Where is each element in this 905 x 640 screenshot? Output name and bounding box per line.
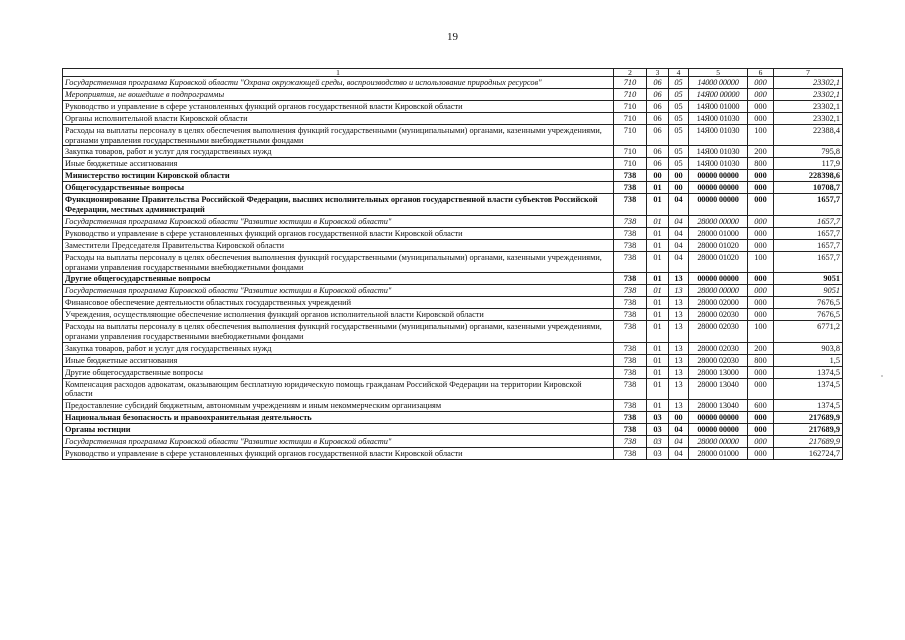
cell-ministry-code: 738 <box>614 412 647 424</box>
cell-section-code: 01 <box>647 354 669 366</box>
cell-subsection-code: 13 <box>669 342 689 354</box>
cell-amount: 1657,7 <box>774 251 843 273</box>
cell-row-name: Общегосударственные вопросы <box>63 182 614 194</box>
cell-expense-type-code: 000 <box>748 112 774 124</box>
table-row <box>63 182 843 194</box>
cell-amount: 162724,7 <box>774 448 843 460</box>
cell-expense-type-code: 000 <box>748 215 774 227</box>
cell-amount: 7676,5 <box>774 297 843 309</box>
cell-amount: 795,8 <box>774 146 843 158</box>
cell-row-name: Расходы на выплаты персоналу в целях обеспечения выполнения функций государственными (муниципальными) органами, казенными учреждениями, органами управления государственными внебюджетными фондами <box>63 251 614 273</box>
cell-subsection-code: 05 <box>669 100 689 112</box>
table-row <box>63 124 843 146</box>
cell-row-name: Компенсация расходов адвокатам, оказывающим бесплатную юридическую помощь гражданам Российской Федерации на территории Кировской области <box>63 378 614 400</box>
cell-subsection-code: 04 <box>669 251 689 273</box>
cell-ministry-code: 738 <box>614 215 647 227</box>
cell-section-code: 01 <box>647 215 669 227</box>
cell-amount: 7676,5 <box>774 309 843 321</box>
table-row <box>63 227 843 239</box>
cell-target-article-code: 28000 01000 <box>689 448 748 460</box>
cell-amount: 117,9 <box>774 158 843 170</box>
cell-ministry-code: 738 <box>614 436 647 448</box>
cell-row-name: Заместители Председателя Правительства Кировской области <box>63 239 614 251</box>
table-row <box>63 354 843 366</box>
cell-row-name: Руководство и управление в сфере установленных функций органов государственной власти Кировской области <box>63 227 614 239</box>
cell-ministry-code: 738 <box>614 251 647 273</box>
cell-ministry-code: 738 <box>614 366 647 378</box>
cell-target-article-code: 14Я00 01030 <box>689 124 748 146</box>
cell-ministry-code: 710 <box>614 124 647 146</box>
cell-ministry-code: 738 <box>614 354 647 366</box>
table-row <box>63 77 843 89</box>
table-row <box>63 273 843 285</box>
cell-section-code: 03 <box>647 412 669 424</box>
cell-target-article-code: 28000 13000 <box>689 366 748 378</box>
cell-ministry-code: 738 <box>614 424 647 436</box>
cell-section-code: 01 <box>647 309 669 321</box>
column-number-6: 6 <box>748 69 774 77</box>
cell-row-name: Закупка товаров, работ и услуг для государственных нужд <box>63 146 614 158</box>
cell-expense-type-code: 000 <box>748 285 774 297</box>
table-row <box>63 309 843 321</box>
cell-amount: 1374,5 <box>774 366 843 378</box>
cell-target-article-code: 28000 02030 <box>689 321 748 343</box>
column-number-1: 1 <box>63 69 614 77</box>
cell-target-article-code: 28000 13040 <box>689 378 748 400</box>
cell-section-code: 00 <box>647 170 669 182</box>
cell-amount: 1657,7 <box>774 194 843 216</box>
cell-row-name: Органы юстиции <box>63 424 614 436</box>
cell-amount: 228398,6 <box>774 170 843 182</box>
cell-ministry-code: 710 <box>614 158 647 170</box>
cell-ministry-code: 738 <box>614 309 647 321</box>
cell-ministry-code: 738 <box>614 194 647 216</box>
cell-ministry-code: 738 <box>614 321 647 343</box>
cell-row-name: Руководство и управление в сфере установленных функций органов государственной власти Кировской области <box>63 448 614 460</box>
cell-expense-type-code: 000 <box>748 436 774 448</box>
table-row <box>63 378 843 400</box>
cell-target-article-code: 14Я00 01030 <box>689 158 748 170</box>
cell-subsection-code: 00 <box>669 182 689 194</box>
budget-table <box>62 68 843 460</box>
cell-expense-type-code: 000 <box>748 297 774 309</box>
cell-target-article-code: 14Я00 01000 <box>689 100 748 112</box>
page-number: 19 <box>447 31 458 43</box>
cell-ministry-code: 710 <box>614 146 647 158</box>
cell-row-name: Национальная безопасность и правоохранительная деятельность <box>63 412 614 424</box>
cell-row-name: Министерство юстиции Кировской области <box>63 170 614 182</box>
cell-amount: 22388,4 <box>774 124 843 146</box>
cell-expense-type-code: 000 <box>748 448 774 460</box>
table-row <box>63 342 843 354</box>
cell-section-code: 01 <box>647 297 669 309</box>
cell-ministry-code: 710 <box>614 112 647 124</box>
cell-target-article-code: 28000 01020 <box>689 251 748 273</box>
cell-ministry-code: 710 <box>614 100 647 112</box>
cell-subsection-code: 05 <box>669 77 689 89</box>
cell-expense-type-code: 100 <box>748 251 774 273</box>
cell-row-name: Государственная программа Кировской области "Развитие юстиции в Кировской области" <box>63 285 614 297</box>
table-row <box>63 112 843 124</box>
cell-subsection-code: 04 <box>669 448 689 460</box>
cell-expense-type-code: 000 <box>748 412 774 424</box>
cell-expense-type-code: 000 <box>748 366 774 378</box>
cell-section-code: 03 <box>647 448 669 460</box>
table-row <box>63 412 843 424</box>
cell-expense-type-code: 000 <box>748 182 774 194</box>
cell-subsection-code: 00 <box>669 170 689 182</box>
cell-section-code: 03 <box>647 436 669 448</box>
cell-target-article-code: 28000 02030 <box>689 354 748 366</box>
cell-expense-type-code: 600 <box>748 400 774 412</box>
scan-speck <box>881 375 883 377</box>
cell-row-name: Органы исполнительной власти Кировской области <box>63 112 614 124</box>
cell-subsection-code: 05 <box>669 158 689 170</box>
cell-row-name: Другие общегосударственные вопросы <box>63 366 614 378</box>
cell-target-article-code: 28000 00000 <box>689 436 748 448</box>
cell-section-code: 06 <box>647 112 669 124</box>
table-row <box>63 436 843 448</box>
cell-subsection-code: 13 <box>669 354 689 366</box>
cell-amount: 903,8 <box>774 342 843 354</box>
cell-target-article-code: 00000 00000 <box>689 412 748 424</box>
cell-ministry-code: 710 <box>614 77 647 89</box>
cell-target-article-code: 00000 00000 <box>689 424 748 436</box>
table-row <box>63 285 843 297</box>
cell-row-name: Государственная программа Кировской области "Охрана окружающей среды, воспроизводство и использование природных ресурсов" <box>63 77 614 89</box>
cell-row-name: Предоставление субсидий бюджетным, автономным учреждениям и иным некоммерческим организациям <box>63 400 614 412</box>
cell-section-code: 01 <box>647 251 669 273</box>
cell-amount: 1657,7 <box>774 215 843 227</box>
cell-amount: 1657,7 <box>774 239 843 251</box>
table-body <box>63 77 843 460</box>
cell-row-name: Иные бюджетные ассигнования <box>63 158 614 170</box>
table-row <box>63 297 843 309</box>
cell-subsection-code: 04 <box>669 436 689 448</box>
cell-target-article-code: 28000 02000 <box>689 297 748 309</box>
cell-subsection-code: 00 <box>669 412 689 424</box>
cell-expense-type-code: 000 <box>748 239 774 251</box>
cell-target-article-code: 14Я00 01030 <box>689 146 748 158</box>
cell-amount: 6771,2 <box>774 321 843 343</box>
cell-section-code: 06 <box>647 77 669 89</box>
cell-amount: 9051 <box>774 285 843 297</box>
cell-amount: 1657,7 <box>774 227 843 239</box>
cell-ministry-code: 738 <box>614 239 647 251</box>
table-row <box>63 88 843 100</box>
cell-ministry-code: 738 <box>614 170 647 182</box>
cell-ministry-code: 738 <box>614 297 647 309</box>
cell-subsection-code: 13 <box>669 309 689 321</box>
cell-target-article-code: 28000 01000 <box>689 227 748 239</box>
cell-row-name: Финансовое обеспечение деятельности областных государственных учреждений <box>63 297 614 309</box>
cell-section-code: 01 <box>647 400 669 412</box>
cell-amount: 1,5 <box>774 354 843 366</box>
cell-amount: 217689,9 <box>774 436 843 448</box>
table-row <box>63 239 843 251</box>
cell-section-code: 06 <box>647 88 669 100</box>
cell-target-article-code: 28000 00000 <box>689 215 748 227</box>
cell-section-code: 01 <box>647 273 669 285</box>
cell-subsection-code: 13 <box>669 285 689 297</box>
cell-expense-type-code: 000 <box>748 194 774 216</box>
cell-amount: 1374,5 <box>774 378 843 400</box>
cell-expense-type-code: 200 <box>748 342 774 354</box>
cell-expense-type-code: 000 <box>748 378 774 400</box>
table-row <box>63 215 843 227</box>
cell-ministry-code: 738 <box>614 400 647 412</box>
column-number-7: 7 <box>774 69 843 77</box>
column-number-2: 2 <box>614 69 647 77</box>
cell-section-code: 01 <box>647 366 669 378</box>
cell-amount: 9051 <box>774 273 843 285</box>
cell-target-article-code: 14000 00000 <box>689 77 748 89</box>
cell-subsection-code: 04 <box>669 239 689 251</box>
cell-expense-type-code: 000 <box>748 273 774 285</box>
cell-target-article-code: 00000 00000 <box>689 273 748 285</box>
cell-ministry-code: 738 <box>614 273 647 285</box>
cell-section-code: 06 <box>647 158 669 170</box>
cell-subsection-code: 13 <box>669 273 689 285</box>
cell-section-code: 01 <box>647 321 669 343</box>
table-row <box>63 321 843 343</box>
cell-subsection-code: 13 <box>669 378 689 400</box>
table-row <box>63 194 843 216</box>
cell-amount: 23302,1 <box>774 100 843 112</box>
cell-target-article-code: 14Я00 01030 <box>689 112 748 124</box>
cell-target-article-code: 00000 00000 <box>689 182 748 194</box>
cell-section-code: 06 <box>647 124 669 146</box>
cell-section-code: 01 <box>647 182 669 194</box>
cell-expense-type-code: 100 <box>748 124 774 146</box>
cell-row-name: Учреждения, осуществляющие обеспечение исполнения функций органов исполнительной власти Кировской области <box>63 309 614 321</box>
cell-amount: 1374,5 <box>774 400 843 412</box>
cell-row-name: Расходы на выплаты персоналу в целях обеспечения выполнения функций государственными (муниципальными) органами, казенными учреждениями, органами управления государственными внебюджетными фондами <box>63 124 614 146</box>
cell-expense-type-code: 000 <box>748 227 774 239</box>
cell-ministry-code: 710 <box>614 88 647 100</box>
cell-row-name: Функционирование Правительства Российской Федерации, высших исполнительных органов государственной власти субъектов Российской Федерации, местных администраций <box>63 194 614 216</box>
cell-subsection-code: 05 <box>669 88 689 100</box>
table-row <box>63 146 843 158</box>
cell-section-code: 06 <box>647 100 669 112</box>
table-row <box>63 424 843 436</box>
cell-subsection-code: 13 <box>669 321 689 343</box>
cell-subsection-code: 13 <box>669 400 689 412</box>
cell-expense-type-code: 100 <box>748 321 774 343</box>
cell-subsection-code: 04 <box>669 227 689 239</box>
cell-section-code: 01 <box>647 285 669 297</box>
cell-ministry-code: 738 <box>614 378 647 400</box>
cell-row-name: Закупка товаров, работ и услуг для государственных нужд <box>63 342 614 354</box>
cell-expense-type-code: 200 <box>748 146 774 158</box>
cell-row-name: Государственная программа Кировской области "Развитие юстиции в Кировской области" <box>63 436 614 448</box>
cell-section-code: 03 <box>647 424 669 436</box>
cell-target-article-code: 00000 00000 <box>689 194 748 216</box>
cell-subsection-code: 04 <box>669 424 689 436</box>
cell-expense-type-code: 000 <box>748 88 774 100</box>
column-number-row <box>63 69 843 77</box>
cell-amount: 23302,1 <box>774 77 843 89</box>
cell-expense-type-code: 000 <box>748 424 774 436</box>
table-row <box>63 100 843 112</box>
table-row <box>63 251 843 273</box>
column-number-5: 5 <box>689 69 748 77</box>
cell-target-article-code: 28000 13040 <box>689 400 748 412</box>
cell-expense-type-code: 000 <box>748 100 774 112</box>
column-number-4: 4 <box>669 69 689 77</box>
cell-expense-type-code: 800 <box>748 354 774 366</box>
cell-section-code: 01 <box>647 227 669 239</box>
cell-amount: 23302,1 <box>774 88 843 100</box>
cell-amount: 10708,7 <box>774 182 843 194</box>
table-row <box>63 158 843 170</box>
cell-target-article-code: 14Я00 00000 <box>689 88 748 100</box>
cell-expense-type-code: 000 <box>748 309 774 321</box>
cell-amount: 217689,9 <box>774 412 843 424</box>
cell-subsection-code: 13 <box>669 297 689 309</box>
cell-row-name: Расходы на выплаты персоналу в целях обеспечения выполнения функций государственными (муниципальными) органами, казенными учреждениями, органами управления государственными внебюджетными фондами <box>63 321 614 343</box>
table-row <box>63 448 843 460</box>
cell-section-code: 01 <box>647 239 669 251</box>
cell-amount: 23302,1 <box>774 112 843 124</box>
cell-ministry-code: 738 <box>614 227 647 239</box>
table-header <box>63 69 843 77</box>
cell-section-code: 06 <box>647 146 669 158</box>
cell-target-article-code: 28000 01020 <box>689 239 748 251</box>
column-number-3: 3 <box>647 69 669 77</box>
cell-row-name: Иные бюджетные ассигнования <box>63 354 614 366</box>
cell-subsection-code: 04 <box>669 215 689 227</box>
cell-subsection-code: 05 <box>669 112 689 124</box>
cell-row-name: Другие общегосударственные вопросы <box>63 273 614 285</box>
cell-target-article-code: 00000 00000 <box>689 170 748 182</box>
cell-subsection-code: 13 <box>669 366 689 378</box>
cell-row-name: Руководство и управление в сфере установленных функций органов государственной власти Кировской области <box>63 100 614 112</box>
table-row <box>63 400 843 412</box>
cell-amount: 217689,9 <box>774 424 843 436</box>
cell-target-article-code: 28000 00000 <box>689 285 748 297</box>
cell-expense-type-code: 000 <box>748 77 774 89</box>
cell-subsection-code: 05 <box>669 146 689 158</box>
cell-section-code: 01 <box>647 194 669 216</box>
cell-ministry-code: 738 <box>614 342 647 354</box>
cell-target-article-code: 28000 02030 <box>689 342 748 354</box>
cell-row-name: Государственная программа Кировской области "Развитие юстиции в Кировской области" <box>63 215 614 227</box>
cell-ministry-code: 738 <box>614 448 647 460</box>
cell-section-code: 01 <box>647 342 669 354</box>
cell-target-article-code: 28000 02030 <box>689 309 748 321</box>
cell-subsection-code: 05 <box>669 124 689 146</box>
cell-subsection-code: 04 <box>669 194 689 216</box>
cell-expense-type-code: 000 <box>748 170 774 182</box>
cell-ministry-code: 738 <box>614 285 647 297</box>
table-row <box>63 170 843 182</box>
cell-section-code: 01 <box>647 378 669 400</box>
table-row <box>63 366 843 378</box>
cell-expense-type-code: 800 <box>748 158 774 170</box>
cell-row-name: Мероприятия, не вошедшие в подпрограммы <box>63 88 614 100</box>
cell-ministry-code: 738 <box>614 182 647 194</box>
